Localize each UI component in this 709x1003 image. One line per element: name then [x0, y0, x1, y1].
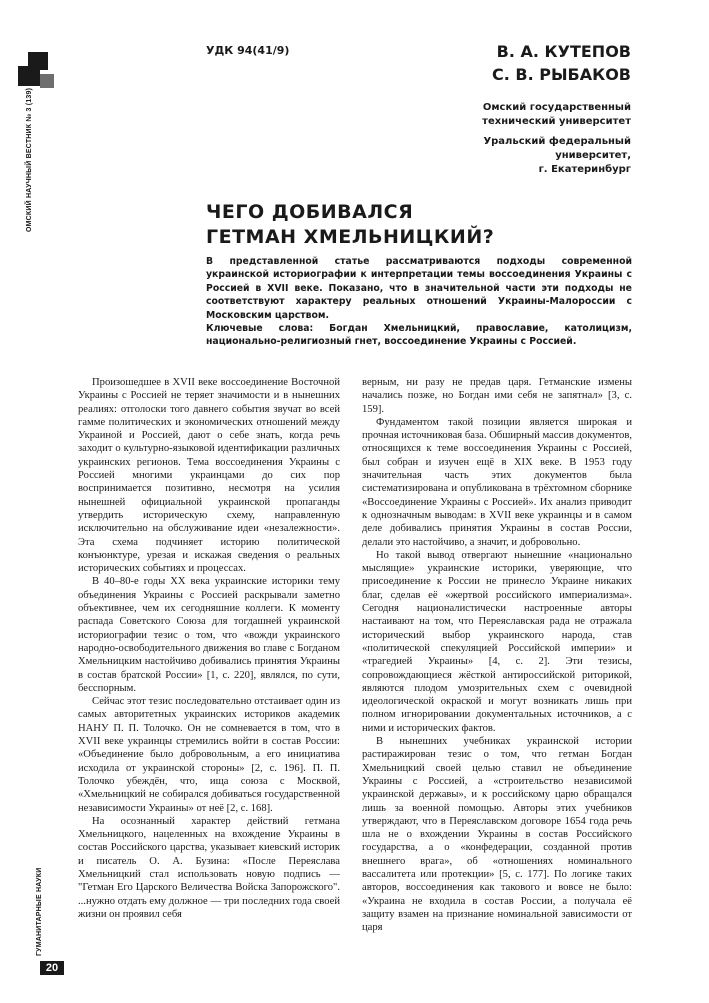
section-label: ГУМАНИТАРНЫЕ НАУКИ	[36, 867, 43, 956]
title-line: ГЕТМАН ХМЕЛЬНИЦКИЙ?	[206, 226, 495, 248]
affiliation-line: г. Екатеринбург	[538, 164, 631, 175]
paragraph: Сейчас этот тезис последовательно отстаивает один из самых авторитетных украинских историков академик НАНУ П. П. Толочко. Он не сомневается в том, что в XVII веке украинцы стремились войти в состав России: «Объединение было добровольным, а его инициатива исходила от украинской стороны» [2, с. 196]. П. П. Толочко убеждён, что, ища союза с Москвой, «Хмельницкий не собирался добиваться государственной независимости Украины» от неё [2, с. 168].	[78, 696, 340, 814]
author-name: В. А. КУТЕПОВ	[496, 42, 631, 61]
journal-side-title: ОМСКИЙ НАУЧНЫЙ ВЕСТНИК № 3 (139) 2015	[26, 69, 33, 232]
page-number: 20	[40, 961, 64, 975]
body-column-right	[362, 376, 632, 976]
affiliation-line: Омский государственный	[482, 102, 631, 113]
affiliation	[371, 135, 631, 177]
author-name: С. В. РЫБАКОВ	[492, 65, 631, 84]
paragraph: Но такой вывод отвергают нынешние «национально мыслящие» украинские историки, уверяющие, что присоединение к России не принесло Украине никаких благ, сделав её «жертвой российского империализма». Сегодня националистически настроенные авторы настаивают на том, что Переяславская рада не отражала исторический выбор украинского народа, став «политической спекуляцией Российской империи» и «трагедией Украины» [4, с. 2]. Эти тезисы, сопровождающиеся жёсткой антироссийской риторикой, являются плодом умозрительных схем с очевидной идеологической окраской и могут возникать лишь при полном игнорировании документальных источников, а с ними и исторических фактов.	[362, 549, 632, 734]
affiliation-line: технический университет	[482, 116, 631, 127]
affiliations	[371, 101, 631, 177]
keywords: Ключевые слова: Богдан Хмельницкий, православие, католицизм, национально-религиозный гнет, воссоединение Украины с Россией.	[206, 323, 632, 348]
body-column-left	[78, 376, 340, 976]
paragraph: В нынешних учебниках украинской истории растиражирован тезис о том, что гетман Богдан Хмельницкий своей целью ставил не объединение Украины с Россией, а «строительство независимой украинской державы», и к российскому царю обращался лишь за военной помощью. Авторы этих учебников утверждают, что в Переяславском договоре 1654 года речь шла не о вхождении Украины в состав Российского государства, а о «конфедерации, созданной против внешнего врага», об «отношениях номинального вассалитета или протекции» [5, с. 177]. По логике таких авторов, воссоединения как такового и вовсе не было: «Украина не входила в состав России, а получала её защиту взамен на признание номинальной зависимости от царя	[362, 736, 632, 934]
affiliation-line: Уральский федеральный	[483, 136, 631, 147]
paragraph: Произошедшее в XVII веке воссоединение Восточной Украины с Россией не теряет значимости и в нынешних реалиях: отголоски того давнего события звучат во всей гамме политических и экономических отношений между Украиной и Россией, дают о себе знать, когда речь заходит о культурно-языковой идентификации различных украинских регионов. Тема воссоединения Украины с Россией многими украинцами до сих пор воспринимается позитивно, несмотря на усилия нынешней официальной украинской пропаганды утвердить историческую схему, направленную исключительно на обслуживание идеи «незалежности». Эта схема подчиняет историю политической конъюнктуре, урезая и искажая сведения о реальных исторических событиях и процессах.	[78, 377, 340, 575]
paragraph: Фундаментом такой позиции является широкая и прочная источниковая база. Обширный массив документов, относящихся к теме воссоединения Украины с Россией, был собран и изучен ещё в XIX веке. В 1953 году значительная часть этих документов была систематизирована и опубликована в трёхтомном сборнике «Воссоединение Украины с Россией». Их анализ приводит к однозначным выводам: в XVII веке украинцы и в самом деле добивались принятия Украины в состав России, делали это настойчиво, а значит, и добровольно.	[362, 416, 632, 548]
udk-code: УДК 94(41/9)	[206, 44, 290, 57]
article-title	[206, 200, 626, 250]
authors	[492, 40, 631, 86]
affiliation	[371, 101, 631, 129]
paragraph: На осознанный характер действий гетмана Хмельницкого, нацеленных на вхождение Украины в состав Российского царства, указывает киевский историк и писатель О. А. Бузина: «После Переяслава Хмельницкий стал использовать новую подпись — "Гетман Его Царского Величества Войска Запорожского". ...нужно отдать ему должное — три последних года своей жизни он проявил себя	[78, 815, 340, 920]
affiliation-line: университет,	[555, 150, 631, 161]
abstract: В представленной статье рассматриваются подходы современной украинской историографии к интерпретации темы воссоединения Украины с Россией в XVII веке. Показано, что в значительной части эти подходы не соответствуют характеру реальных отношений Украины-Малороссии с Московским царством.	[206, 256, 632, 321]
journal-logo	[18, 52, 58, 94]
title-line: ЧЕГО ДОБИВАЛСЯ	[206, 201, 414, 223]
paragraph: В 40–80-е годы XX века украинские историки тему объединения Украины с Россией раскрывали заметно объективнее, чем их сегодняшние коллеги. К моменту распада Советского Союза для тогдашней украинской историографии тезис о том, что «вожди украинского народно-освободительного движения во главе с Богданом Хмельницким настойчиво добивались принятия Украины в состав братской России» [1, с. 220], являлся, по сути, бесспорным.	[78, 576, 340, 694]
paragraph: верным, ни разу не предав царя. Гетманские измены начались позже, но Богдан ими себя не запятнал» [3, с. 159].	[362, 377, 632, 415]
